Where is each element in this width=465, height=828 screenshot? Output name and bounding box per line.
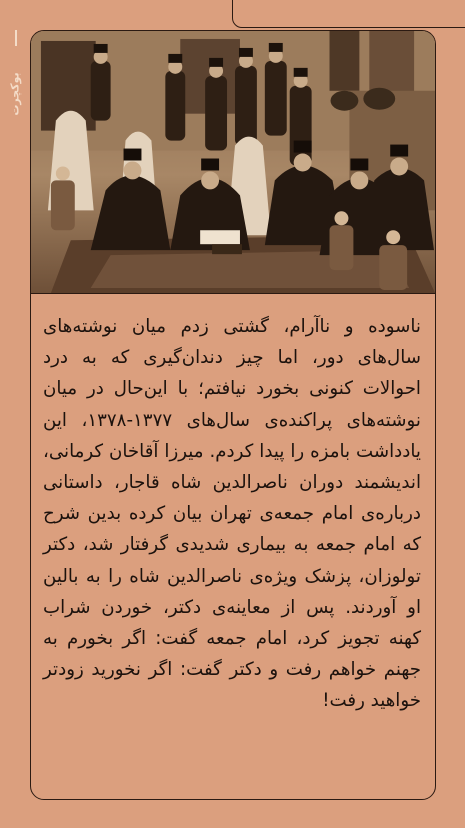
brand-logo — [2, 34, 28, 154]
top-decorative-tab — [232, 0, 465, 28]
brand-logo-text: بوکچرت — [8, 72, 22, 116]
sepia-photo-illustration — [31, 31, 435, 293]
content-card — [30, 30, 436, 800]
article-paragraph: ناسوده و ناآرام، گشتی زدم میان نوشته‌های سال‌های دور، اما چیز دندان‌گیری که به درد احوالات کنونی بخورد نیافتم؛ با این‌حال در میان نوشته‌های پراکنده‌ی سال‌های ۱۳۷۷-۱۳۷۸، این یادداشت بامزه را پیدا کردم. میرزا آقاخان کرمانی، اندیشمند دوران ناصرالدین شاه قاجار، داستانی درباره‌ی امام جمعه‌ی تهران بیان کرده بدین شرح که امام جمعه به بیماری شدیدی گرفتار شد، دکتر تولوزان، پزشک ویژه‌ی ناصرالدین شاه را به بالین او آوردند. پس از معاینه‌ی دکتر، خوردن شراب کهنه تجویز کرد، امام جمعه گفت: اگر بخورم به جهنم خواهم رفت و دکتر گفت: اگر نخورید زودتر خواهید رفت! — [43, 316, 421, 712]
vertical-line-mark-icon — [15, 30, 17, 46]
historical-group-photo — [31, 31, 435, 294]
